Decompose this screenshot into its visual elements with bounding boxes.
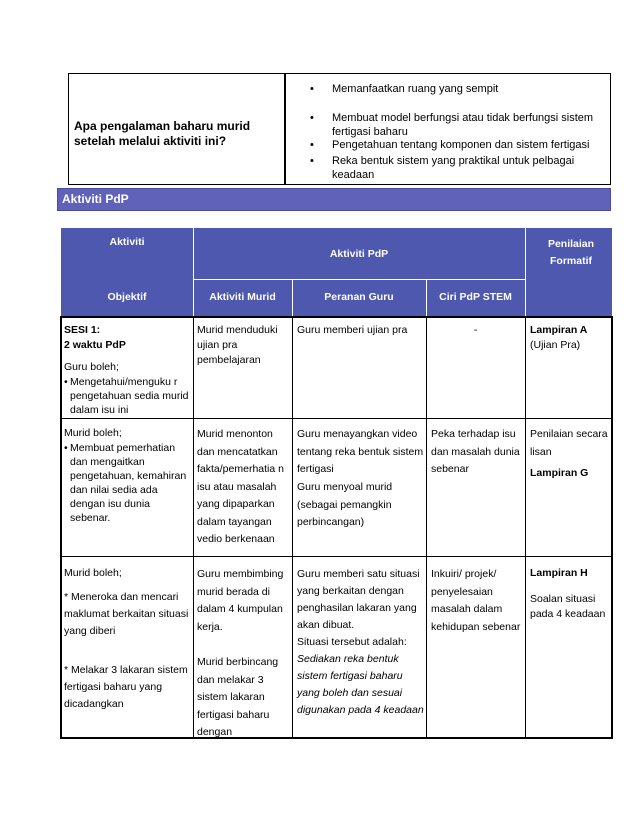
row1-aktiviti-murid: Murid menduduki ujian pra pembelajaran [197, 324, 278, 366]
row2-ciri-stem: Peka terhadap isu dan masalah dunia sebenar [431, 428, 520, 475]
bullet-dot-icon: • [310, 112, 314, 124]
header-peranan-guru: Peranan Guru [324, 291, 394, 303]
section-band [57, 188, 611, 211]
row2-intro: Murid boleh; [64, 427, 122, 439]
row3-objective-b: * Melakar 3 lakaran sistem fertigasi baharu yang dicadangkan [64, 664, 188, 710]
row3-aktiviti-murid-a: Guru membimbing murid berada di dalam 4 kumpulan kerja. [197, 568, 284, 633]
row3-peranan-guru-b: Situasi tersebut adalah: [297, 636, 407, 648]
grid-line [611, 316, 613, 739]
row1-penilaian-sub: (Ujian Pra) [530, 339, 581, 351]
header-objektif: Objektif [107, 291, 147, 303]
grid-line [60, 316, 612, 318]
grid-line [60, 737, 612, 739]
header-divider [525, 228, 526, 316]
row3-intro: Murid boleh; [64, 567, 122, 579]
header-aktiviti: Aktiviti [109, 236, 145, 248]
header-aktiviti-murid: Aktiviti Murid [209, 291, 276, 303]
row3-penilaian-b: Soalan situasi pada 4 keadaan [530, 593, 606, 620]
bullet-dot-icon: • [64, 442, 68, 454]
row2-peranan-guru-b: Guru menyoal murid (sebagai pemangkin perbincangan) [297, 481, 393, 528]
row2-objective: Membuat pemerhatian dan mengaitkan pengetahuan, kemahiran dan nilai sedia ada dengan isu dunia sebenar. [70, 442, 187, 524]
header-ciri-stem: Ciri PdP STEM [439, 291, 512, 303]
row1-session-duration: 2 waktu PdP [64, 339, 126, 351]
bullet-dot-icon: • [310, 155, 314, 167]
question-divider [284, 73, 286, 185]
grid-line [292, 316, 293, 739]
grid-line [426, 316, 427, 739]
row3-penilaian-a: Lampiran H [530, 567, 588, 579]
row3-objective-a: * Meneroka dan mencari maklumat berkaitan situasi yang diberi [64, 591, 189, 637]
section-title: Aktiviti PdP [62, 192, 129, 206]
bullet-dot-icon: • [310, 139, 314, 151]
row1-session-title: SESI 1: [64, 324, 101, 336]
question-text: Apa pengalaman baharu murid setelah melalui aktiviti ini? [74, 119, 251, 148]
row3-peranan-guru-a: Guru memberi satu situasi yang berkaitan dengan penghasilan lakaran yang akan dibuat. [297, 568, 420, 631]
row2-penilaian-a: Penilaian secara lisan [530, 428, 608, 458]
grid-line [60, 418, 612, 419]
row2-penilaian-b: Lampiran G [530, 467, 589, 479]
header-aktiviti-pdp: Aktiviti PdP [329, 248, 389, 260]
grid-line [193, 316, 194, 739]
row2-peranan-guru-a: Guru menayangkan video tentang reka bentuk sistem fertigasi [297, 428, 424, 475]
row3-ciri-stem: Inkuiri/ projek/ penyelesaian masalah dalam kehidupan sebenar [431, 568, 521, 633]
row3-peranan-guru-c: Sediakan reka bentuk sistem fertigasi baharu yang boleh dan sesuai digunakan pada 4 keadaan [297, 653, 424, 716]
header-divider [193, 279, 525, 280]
row1-ciri-stem: - [473, 324, 478, 336]
bullet-dot-icon: • [310, 83, 314, 95]
row1-objective: Mengetahui/menguku r pengetahuan sedia murid dalam isu ini [70, 376, 189, 416]
row1-intro: Guru boleh; [64, 361, 119, 373]
row3-aktiviti-murid-b: Murid berbincang dan melakar 3 sistem lakaran fertigasi baharu dengan [197, 656, 279, 738]
header-penilaian: Penilaian Formatif [547, 238, 595, 267]
grid-line [60, 316, 62, 739]
row2-aktiviti-murid: Murid menonton dan mencatatkan fakta/pemerhatia n isu atau masalah yang dipaparkan dalam tayangan vedio berkenaan [197, 428, 284, 545]
row1-peranan-guru: Guru memberi ujian pra [297, 324, 408, 336]
bullet-dot-icon: • [64, 376, 68, 388]
grid-line [525, 316, 526, 739]
row1-penilaian-title: Lampiran A [530, 324, 588, 336]
grid-line [60, 556, 612, 557]
